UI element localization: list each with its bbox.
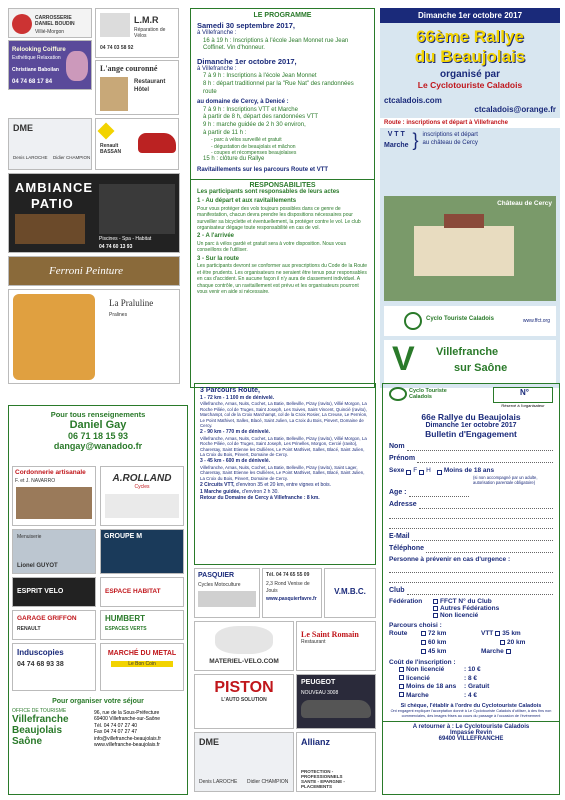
form-return-addr2: 69400 VILLEFRANCHE (438, 736, 504, 743)
ad-dme2-person2: Didier CHAMPION (247, 778, 289, 785)
ad-praluline (8, 289, 180, 384)
form-nonlic-label: Non licencié (440, 612, 479, 619)
contact-heading: Pour tous renseignements (50, 410, 146, 419)
cover-org2: Le Cyclotouriste Caladois (417, 80, 523, 90)
form-cheque: Si chèque, l'établir à l'ordre du Cyclotouriste Caladois (400, 703, 542, 709)
programme-sun-place: à Villefranche : (197, 65, 237, 72)
programme-cercy-item: à partir de 11 h : (203, 129, 247, 136)
ad-lmr-line: Réparation de Vélos (134, 27, 166, 40)
ad-vmbc-title: V.M.B.C. (334, 587, 366, 596)
ad-peugeot-title: PEUGEOT (301, 679, 336, 686)
form-adresse-input[interactable] (419, 502, 553, 509)
form-sexe-label: Sexe (389, 467, 405, 474)
form-numero-note: Réservé à l'organisateur (501, 403, 545, 408)
ad-dme-name: DME (13, 123, 33, 133)
ad-carrosserie-line: Villié-Morgon (35, 29, 65, 35)
programme-sun-date: Dimanche 1er octobre 2017, (197, 56, 297, 66)
form-club-input[interactable] (407, 588, 553, 595)
form-email-row (389, 532, 553, 541)
cover-route: Route : inscriptions et départ à Villefranche (380, 118, 560, 128)
form-telephone-label: Téléphone (389, 545, 425, 552)
form-r72-checkbox[interactable] (421, 631, 426, 636)
form-title1: 66e Rallye du Beaujolais (421, 412, 521, 422)
registration-form (382, 383, 560, 795)
ad-rolland (100, 466, 184, 526)
villefranche-v-icon: V (392, 340, 415, 378)
brace-icon: } (412, 130, 419, 150)
programme-sun-item: 7 à 9 h : Inscriptions à l'école Jean Monnet (203, 73, 317, 80)
ad-menuiserie-sub: Menuiserie (17, 534, 42, 540)
form-club-row (389, 586, 553, 595)
programme-panel (190, 8, 375, 388)
ad-dme (8, 118, 92, 170)
cover-vtt-info2: au château de Cercy (422, 140, 478, 146)
form-c2-label: licencié (406, 674, 430, 682)
club-logo-icon (404, 312, 422, 330)
form-adresse-input-2[interactable] (389, 512, 553, 519)
office-fax: Fax 04 74 07 27 47 (94, 729, 138, 736)
chateau-roof-icon (444, 214, 484, 228)
form-adresse-input-3[interactable] (389, 522, 553, 529)
form-return-label: A retourner à : Le Cyclotouriste Caladois (412, 724, 530, 731)
form-title3: Bulletin d'Engagement (425, 429, 517, 439)
form-age-label: Age : (389, 489, 407, 496)
responsabilites-s2-title: 2 - A l'arrivée (197, 233, 235, 240)
office-line1: OFFICE DE TOURISME (12, 708, 67, 714)
form-c3-val: : Gratuit (464, 683, 490, 690)
form-autres-label: Autres Fédérations (440, 605, 500, 612)
form-c4-checkbox[interactable] (399, 692, 404, 697)
ad-renault (95, 118, 179, 170)
parcours-vtt-text: d'environ 35 et 20 km, entre vignes et bois. (235, 482, 332, 489)
cover-org1: organisé par (439, 69, 501, 80)
chateau-building-icon (414, 226, 514, 276)
cover-city1: Villefranche (436, 346, 499, 358)
car-icon (138, 133, 176, 153)
ad-patio-phone: 04 74 60 13 93 (99, 244, 133, 250)
ad-ferroni (8, 256, 180, 286)
programme-cercy-item: 7 à 9 h : Inscriptions VTT et Marche (203, 106, 298, 113)
praline-photo-icon (13, 294, 95, 380)
ad-esprit-velo (12, 577, 96, 607)
office-name3: Saône (12, 736, 43, 747)
form-c2-val: : 8 € (464, 674, 478, 682)
ad-vmbc (324, 568, 376, 618)
responsabilites-s1-title: 1 - Au départ et aux ravitaillements (197, 198, 297, 205)
ad-carrosserie (8, 8, 92, 38)
ad-piston-title: PISTON (214, 679, 274, 696)
office-addr2: 69400 Villefranche-sur-Saône (94, 716, 161, 723)
form-urgence-input-2[interactable] (389, 576, 553, 583)
renault-logo-icon (98, 123, 115, 140)
shoes-photo-icon (16, 487, 92, 519)
form-v35-label: 35 km (502, 630, 521, 637)
form-c1-checkbox[interactable] (399, 667, 404, 672)
form-ffct-label: FFCT N° du Club (440, 598, 492, 605)
patio-interior-icon (99, 184, 175, 234)
programme-cercy-item: à partir de 8 h, départ des randonnées VTT (203, 114, 319, 121)
responsabilites-s3-title: 3 - Sur la route (197, 255, 240, 262)
form-moins18-checkbox[interactable] (437, 470, 442, 475)
form-sexe-f-label: F (413, 467, 418, 474)
ad-pasquier-sub: Cycles Motoculture (198, 582, 241, 588)
form-urgence-label: Personne à prévenir en cas d'urgence : (389, 556, 511, 563)
form-r60-label: 60 km (428, 639, 447, 646)
ad-metal-sub: Le Bon Coin (111, 661, 173, 667)
form-c4-label: Marche (406, 691, 429, 699)
form-prenom-label: Prénom (389, 455, 416, 462)
ad-lmr (95, 8, 179, 58)
cover-photo-caption: Château de Cercy (497, 200, 552, 207)
responsabilites-intro: Les participants sont responsables de leurs actes (197, 188, 340, 195)
form-email-label: E-Mail (389, 533, 410, 540)
form-moins18-label: Moins de 18 ans (443, 467, 495, 474)
parcours-marche-title: 1 Marche guidée, (200, 488, 241, 495)
form-vtt-label: VTT (481, 630, 494, 637)
form-adresse-row (389, 500, 553, 509)
cover-club-logo: Cyclo Touriste Caladois (426, 316, 494, 322)
ad-dme-person1: Denis LAROCHE (13, 155, 48, 160)
ad-garage-griffon (12, 610, 96, 640)
cover-date: Dimanche 1er octobre 2017 (380, 8, 560, 23)
form-logo: Cyclo Touriste Caladois (409, 388, 447, 400)
ad-materiel-title: MATERIEL-VELO.COM (209, 658, 279, 665)
form-v35-checkbox[interactable] (495, 631, 500, 636)
form-v20-label: 20 km (507, 639, 526, 646)
ad-esprit-title: ESPRIT VELO (17, 588, 64, 595)
ad-ange-sub1: Restaurant (134, 79, 166, 85)
form-telephone-row (389, 544, 553, 553)
office-name2: Beaujolais (12, 725, 63, 736)
top-ads-panel (0, 0, 188, 395)
bike-icon (215, 626, 273, 654)
ad-humbert-title: HUMBERT (105, 614, 145, 623)
ad-groupem-title: GROUPE M (104, 533, 143, 540)
contact-ads-panel (8, 405, 188, 795)
form-c3-label: Moins de 18 ans (406, 683, 457, 690)
office-tel: Tél. 04 74 07 27 40 (94, 722, 138, 729)
form-nonlic-checkbox[interactable] (433, 613, 438, 618)
form-email-input[interactable] (412, 534, 553, 541)
ad-dme2-name: DME (199, 737, 219, 747)
ad-pasquier-web-link[interactable]: www.pasquierfavre.fr (266, 596, 317, 603)
ad-praluline-title: La Praluline (109, 298, 154, 308)
ad-relooking-person: Christiane Baboilan (12, 67, 59, 73)
ad-metal-title: MARCHÉ DU METAL (107, 650, 177, 657)
portrait-icon (66, 51, 88, 81)
responsabilites-s3-text: Les participants devront se conformer aux prescriptions du Code de la Route et être prudents. Les organisateurs ne seraient être tenus pour responsables en cas d'accident. En aucune façon il n'y aura de classement individuel. A chaque contrôle, un ravitaillement est prévu et les organisateurs pourront vous venir en aide si nécessaire. (197, 263, 368, 295)
ad-piston (194, 674, 294, 729)
form-note18: (si non accompagné par un adulte, autorisation parentale obligatoire) (473, 475, 538, 485)
form-sexe-h-label: H (426, 467, 431, 474)
cover-marche: Marche (384, 142, 409, 149)
ad-romain-sub: Restaurant (301, 639, 326, 645)
ad-pasquier-addr: 2,3 Rond Venise de Jouis (266, 581, 310, 594)
programme-cercy-sub: - parc à vélos surveillé et gratuit (211, 137, 282, 144)
ad-groupe-m (100, 529, 184, 574)
form-marche-label: Marche (481, 648, 504, 655)
ad-menuiserie (12, 529, 96, 574)
ad-allianz (296, 732, 376, 792)
ad-saint-romain (296, 621, 376, 671)
ad-espace (100, 577, 184, 607)
responsabilites-heading: RESPONSABILITES (249, 181, 316, 189)
programme-supplies: Ravitaillements sur les parcours Route et VTT (197, 166, 329, 173)
ad-renault-name: Renault BASSAN (100, 143, 122, 155)
programme-cercy-place: au domaine de Cercy, à Denicé : (197, 99, 289, 106)
cover-vtt-info1: inscriptions et départ (422, 132, 478, 139)
form-r60-checkbox[interactable] (421, 640, 426, 645)
form-route-label: Route (389, 630, 408, 637)
parcours-r2-title: 2 - 90 km - 770 m de dénivelé. (200, 429, 271, 436)
form-telephone-input[interactable] (426, 546, 553, 553)
parcours-retour: Retour du Domaine de Cercy à Villefranche : 8 km. (200, 494, 320, 501)
hotel-photo-icon (100, 77, 128, 111)
ad-pasquier (194, 568, 260, 618)
ad-rolland-title: A.ROLLAND (112, 473, 172, 484)
programme-sat-place: à Villefranche : (197, 30, 237, 36)
contact-email-link[interactable]: dangay@wanadoo.fr (53, 441, 143, 451)
form-c4-val: : 4 € (464, 691, 478, 699)
form-nom-row (389, 442, 553, 451)
office-addr1: 96, rue de la Sous-Préfecture (94, 710, 160, 716)
form-federation-label: Fédération (389, 598, 423, 605)
form-parcours-label: Parcours choisi : (389, 622, 442, 629)
form-prenom-input[interactable] (417, 456, 553, 463)
form-age-input[interactable] (409, 490, 469, 497)
ad-pasquier-title: PASQUIER (198, 572, 235, 579)
form-age-row (389, 488, 553, 497)
parcours-vtt-title: 2 Circuits VTT, (200, 482, 235, 489)
form-numero-label: N° (520, 388, 529, 397)
form-c1-label: Non licencié (406, 666, 445, 673)
programme-cercy-item: 9 h : marche guidée de 2 h 30 environ, (203, 121, 306, 128)
ad-ambiance-patio (8, 173, 180, 253)
cover-title1: 66ème Rallye (416, 27, 524, 46)
form-adresse-label: Adresse (389, 501, 417, 508)
contact-name: Daniel Gay (69, 419, 127, 431)
ad-griffon-sub: RENAULT (17, 626, 41, 632)
form-v20-checkbox[interactable] (500, 640, 505, 645)
form-nom-label: Nom (389, 443, 405, 450)
cover-city2: sur Saône (454, 362, 508, 374)
ad-pasquier-phone: Tél. 04 74 65 55 09 (266, 572, 310, 578)
cover-title2: du Beaujolais (414, 47, 526, 66)
ad-dme-2 (194, 732, 294, 792)
form-r45-checkbox[interactable] (421, 649, 426, 654)
ad-peugeot-sub: NOUVEAU 3008 (301, 690, 339, 696)
programme-sat-date: Samedi 30 septembre 2017, (197, 21, 295, 30)
office-mail-link[interactable]: info@villefranche-beaujolais.fr (94, 735, 162, 742)
ad-praluline-sub: Pralines (109, 312, 128, 318)
bike-shop-icon (105, 494, 179, 518)
form-c3-checkbox[interactable] (399, 684, 404, 689)
ad-lmr-phone: 04 74 03 58 92 (100, 45, 134, 51)
parcours-marche-text: d'environ 2 h 30. (241, 488, 279, 495)
form-c2-checkbox[interactable] (399, 675, 404, 680)
ad-rolland-sub: Cycles (134, 484, 150, 490)
patio-photo-icon (15, 214, 85, 244)
form-r45-label: 45 km (428, 648, 447, 655)
ad-peugeot (296, 674, 376, 729)
form-return-addr1: Impasse Revin (449, 730, 493, 737)
ad-marche-metal (100, 643, 184, 691)
parcours-r1-text: Villefranche, Arnas, Nuits, Cochet, La Batie, Belleville, Pizay (ravito), Villié Morgon, La Roche Piliée, col de Truges, Saint Joseph, Les Suives, Saint Vincent, Quincié (ravito), Marchampt, col de la Croix Marchampt, col de la Croix Rosier, La Creuse, Le Perréon, Le Point Mathivet, Salles, Blacé, Saint Julien, La Croix du Bois, Pinvert, Domaine de Cercy. (200, 401, 368, 429)
parcours-heading: 3 Parcours Route, (200, 387, 260, 394)
form-title2: Dimanche 1er octobre 2017 (425, 422, 517, 429)
office-web-link[interactable]: www.villefranche-beaujolais.fr (94, 742, 160, 749)
form-c1-val: : 10 € (464, 666, 481, 673)
parcours-r3-text: Villefranche, Arnas, Nuits, Cochet, La Batie, Belleville, Pizay (ravito), Saint Lager, Charentay, Saint Etienne les Oullières, Le Point Mathivet, Salles, Blacé, Saint Julien, La Croix du Bois, Pinvert, Domaine de Cercy. (200, 464, 365, 481)
form-ffct-checkbox[interactable] (433, 599, 438, 604)
cover-site-link[interactable]: ctcaladois.com (384, 96, 442, 105)
programme-cercy-sub: - dégustation de beaujolais et mâchon (211, 143, 296, 150)
ad-patio-sub: Piscines - Spa - Habitat (99, 236, 152, 242)
ad-allianz-title: Allianz (301, 737, 331, 747)
ad-cordonnerie-title: Cordonnerie artisanale (15, 469, 86, 476)
mid-ads-panel (194, 568, 376, 795)
ad-menuiserie-title: Lionel GUYOT (17, 563, 58, 569)
ad-humbert-sub: ESPACES VERTS (105, 626, 147, 632)
ad-dme-person2: Didier CHAMPION (53, 155, 91, 160)
form-cheque-note: Ont engagent expliquer l'acceptation donné à Le Cyclotouriste Caladois d'utiliser, à des fins non commerciales, des images frises au cours du passage à l'occasion de l'événement (390, 709, 552, 718)
form-sexe-f-checkbox[interactable] (406, 470, 411, 475)
office-heading: Pour organiser votre séjour (52, 698, 144, 705)
parcours-r3-title: 3 - 45 km - 600 m de dénivelé. (200, 458, 271, 465)
form-cout-label: Coût de l'inscription : (389, 659, 456, 666)
ad-ange-couronne (95, 60, 179, 115)
ad-induscopies-phone: 04 74 68 93 38 (17, 661, 64, 668)
ad-pasquier-info (262, 568, 322, 618)
ad-ange-title: L'ange couronné (100, 64, 158, 73)
ad-romain-title: Le Saint Romain (301, 630, 359, 639)
cover-panel (380, 8, 560, 388)
cover-vtt: V T T (387, 131, 405, 138)
ad-lmr-name: L.M.R (134, 15, 159, 25)
programme-sun-item: 8 h : départ traditionnel par la "Rue Nat" des randonnées route (203, 80, 354, 95)
cover-email-link[interactable]: ctcaladois@orange.fr (474, 105, 556, 114)
ad-relooking-title: Relooking Coiffure (12, 47, 66, 53)
form-autres-checkbox[interactable] (433, 606, 438, 611)
ad-patio-title2: PATIO (31, 196, 74, 211)
form-club-logo-icon (389, 387, 407, 401)
form-sexe-row (389, 466, 553, 475)
carrosserie-logo-icon (12, 14, 32, 34)
ad-patio-title: AMBIANCE (15, 180, 94, 195)
ad-induscopies (12, 643, 96, 691)
ad-dme2-person1: Denis LAROCHE (199, 778, 238, 785)
ad-griffon-title: GARAGE GRIFFON (17, 615, 77, 622)
ad-allianz-sub: PROTECTION - PROFESSIONNELS (301, 769, 343, 779)
ad-allianz-sub2: SANTE - EPARGNE - PLACEMENTS (301, 779, 345, 789)
contact-phone: 06 71 18 15 93 (67, 431, 129, 441)
form-club-label: Club (389, 587, 405, 594)
ad-materiel-velo (194, 621, 294, 671)
ad-ange-sub2: Hôtel (134, 87, 149, 93)
responsabilites-s2-text: Un parc à vélos gardé et gratuit sera à votre disposition. Nous vous conseillons de l'utiliser. (197, 240, 346, 254)
form-numero-field[interactable] (493, 387, 553, 403)
ad-relooking-subtitle: Esthétique Relaxation (12, 55, 61, 61)
parcours-r1-title: 1 - 72 km - 1 100 m de dénivelé. (200, 395, 275, 401)
form-r72-label: 72 km (428, 630, 447, 637)
programme-heading: LE PROGRAMME (253, 12, 312, 19)
ad-cordonnerie (12, 466, 96, 526)
programme-sat-item: 16 à 19 h : Inscriptions à l'école Jean Monnet rue Jean Coffinet. Vin d'honneur. (203, 37, 349, 52)
chateau-photo-icon (384, 196, 556, 301)
ad-cordonnerie-sub: F. et J. NAVARRO (15, 478, 56, 484)
ad-induscopies-title: Induscopies (17, 648, 64, 657)
programme-cercy-last: 15 h : clôture du Rallye (203, 156, 265, 163)
form-nom-input[interactable] (407, 444, 553, 451)
ad-piston-sub: L'AUTO SOLUTION (221, 697, 267, 703)
ad-relooking (8, 40, 92, 90)
form-urgence-input[interactable] (389, 566, 553, 573)
programme-cercy-sub: - coupes et récompenses beaujolaises (211, 149, 297, 156)
ad-humbert (100, 610, 184, 640)
ad-carrosserie-name: CARROSSERIE DANIEL BOUDIN (35, 15, 75, 28)
responsabilites-s1-text: Pour vous protéger des vols toujours possibles dans ce genre de manifestation, chacun devra prendre les dispositions nécessaires pour surveiller sa bicyclette et éventuellement, la protéger contre le vol. Le club organisateur dégage toute responsabilité en cas de vol. (197, 205, 361, 231)
form-marche-checkbox[interactable] (506, 649, 511, 654)
ad-relooking-phone: 04 74 68 17 84 (12, 79, 53, 85)
parcours-r2-text: Villefranche, Arnas, Nuits, Cochet, La Batie, Belleville, Pizay (ravito), Villié Morgon, La Roche Piliée, col de Truges, Saint Joseph, Les Prinelles, Morgon, Cercié (ravito), Charentay, Saint Etienne les Oullières, Le Point Mathivet, Salles, Blacé, Saint Julien, La Croix du Bois, Pinvert, Domaine de Cercy. (200, 435, 367, 458)
tractor-photo-icon (198, 591, 256, 607)
office-name1: Villefranche (12, 714, 69, 725)
form-sexe-h-checkbox[interactable] (419, 470, 424, 475)
suv-icon (301, 700, 371, 718)
bike-photo-icon (100, 13, 130, 37)
cover-ffct: www.ffct.org (522, 318, 550, 324)
ad-ferroni-title: Ferroni Peinture (49, 265, 124, 277)
form-prenom-row (389, 454, 553, 463)
ad-espace-title: ESPACE HABITAT (105, 588, 161, 595)
parcours-panel (194, 383, 376, 565)
